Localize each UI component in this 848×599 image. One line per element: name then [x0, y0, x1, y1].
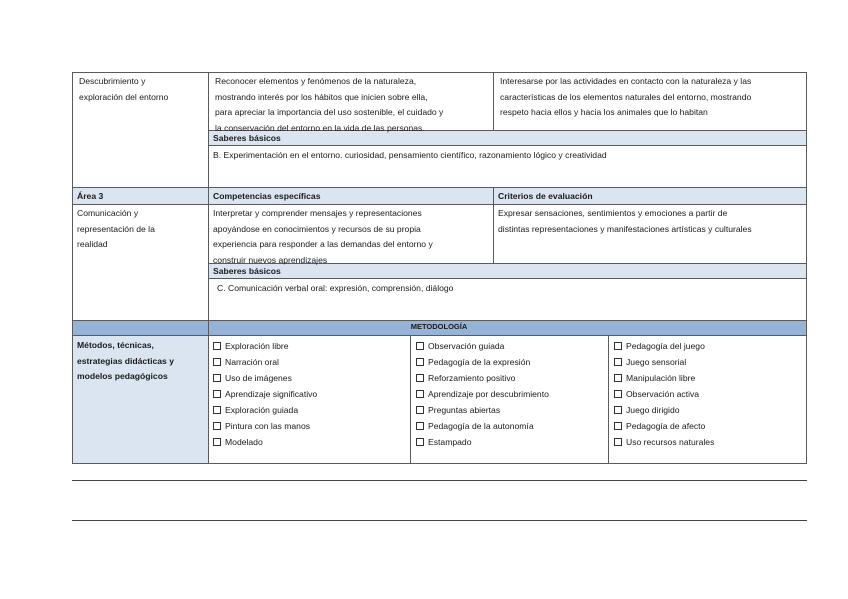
area2-saberes-label: Saberes básicos [213, 133, 281, 143]
method-item[interactable] [213, 370, 408, 386]
checkbox[interactable] [614, 422, 622, 430]
method-label: Pedagogía del juego [626, 341, 705, 351]
method-item[interactable] [416, 338, 606, 354]
checkbox[interactable] [614, 374, 622, 382]
line [806, 72, 807, 464]
method-item[interactable] [614, 386, 804, 402]
checkbox[interactable] [416, 422, 424, 430]
area3-competencia: Interpretar y comprender mensajes y representaciones apoyándose en conocimientos y recursos de su propia experiencia para responder a las demandas del entorno y construir nuevos aprendizajes [213, 208, 433, 265]
method-label: Modelado [225, 437, 263, 447]
line [608, 335, 609, 464]
method-label: Exploración guiada [225, 405, 299, 415]
method-label: Manipulación libre [626, 373, 696, 383]
method-label: Uso de imágenes [225, 373, 292, 383]
method-item[interactable] [614, 354, 804, 370]
checkbox[interactable] [416, 390, 424, 398]
checkbox[interactable] [213, 390, 221, 398]
line [72, 187, 807, 188]
area3-name: Comunicación y representación de la realidad [77, 208, 155, 249]
checkbox[interactable] [416, 374, 424, 382]
method-item[interactable] [213, 402, 408, 418]
checkbox[interactable] [213, 406, 221, 414]
checkbox[interactable] [416, 406, 424, 414]
area2-criterio: Interesarse por las actividades en contacto con la naturaleza y las características de los elementos naturales del entorno, mostrando respeto hacia ellos y hacia los animales que lo habitan [500, 76, 752, 117]
method-item[interactable] [213, 338, 408, 354]
method-item[interactable] [213, 354, 408, 370]
method-item[interactable] [614, 338, 804, 354]
area3-label: Área 3 [77, 191, 104, 201]
area3-saberes-label: Saberes básicos [213, 266, 281, 276]
competencias-label: Competencias específicas [213, 191, 321, 201]
methods-column-3 [614, 338, 804, 450]
method-label: Juego dirigido [626, 405, 680, 415]
checkbox[interactable] [614, 438, 622, 446]
checkbox[interactable] [614, 406, 622, 414]
methods-column-2 [416, 338, 606, 450]
area2-name: Descubrimiento y exploración del entorno [79, 76, 169, 102]
method-item[interactable] [213, 434, 408, 450]
method-label: Observación guiada [428, 341, 505, 351]
metodologia-label: Métodos, técnicas, estrategias didácticas y modelos pedagógicos [77, 340, 174, 381]
checkbox[interactable] [213, 358, 221, 366]
method-item[interactable] [416, 370, 606, 386]
methods-column-1 [213, 338, 408, 450]
method-label: Estampado [428, 437, 472, 447]
method-label: Preguntas abiertas [428, 405, 501, 415]
checkbox[interactable] [416, 358, 424, 366]
line [410, 335, 411, 464]
method-label: Observación activa [626, 389, 700, 399]
method-item[interactable] [213, 418, 408, 434]
method-label: Pedagogía de la expresión [428, 357, 531, 367]
method-label: Pedagogía de la autonomía [428, 421, 534, 431]
area2-saberes: B. Experimentación en el entorno. curiosidad, pensamiento científico, razonamiento lógico y creatividad [213, 150, 607, 160]
method-item[interactable] [614, 370, 804, 386]
method-item[interactable] [416, 354, 606, 370]
method-label: Juego sensorial [626, 357, 687, 367]
checkbox[interactable] [614, 358, 622, 366]
criterios-label: Criterios de evaluación [498, 191, 593, 201]
checkbox[interactable] [416, 438, 424, 446]
checkbox[interactable] [416, 342, 424, 350]
method-item[interactable] [416, 386, 606, 402]
method-label: Reforzamiento positivo [428, 373, 516, 383]
method-label: Exploración libre [225, 341, 289, 351]
checkbox[interactable] [213, 374, 221, 382]
area3-header-row [72, 188, 806, 204]
method-item[interactable] [416, 434, 606, 450]
area3-saberes: C. Comunicación verbal oral: expresión, comprensión, diálogo [217, 283, 454, 293]
method-item[interactable] [213, 386, 408, 402]
line [72, 463, 807, 464]
method-item[interactable] [614, 434, 804, 450]
method-label: Pintura con las manos [225, 421, 311, 431]
checkbox[interactable] [213, 422, 221, 430]
checkbox[interactable] [614, 390, 622, 398]
method-label: Aprendizaje significativo [225, 389, 318, 399]
metodologia-title: METODOLOGÍA [410, 322, 468, 331]
method-item[interactable] [416, 418, 606, 434]
method-label: Narración oral [225, 357, 279, 367]
method-item[interactable] [614, 418, 804, 434]
footer-line-1 [72, 480, 807, 481]
method-item[interactable] [416, 402, 606, 418]
line [493, 72, 494, 130]
method-item[interactable] [614, 402, 804, 418]
area2-competencia: Reconocer elementos y fenómenos de la naturaleza, mostrando interés por los hábitos que inicien sobre ella, para apreciar la importancia del uso sostenible, el cuidado y la conservación del entorno en la vida de las personas. [215, 76, 444, 133]
checkbox[interactable] [614, 342, 622, 350]
line [72, 72, 73, 464]
footer-line-2 [72, 520, 807, 521]
method-label: Uso recursos naturales [626, 437, 715, 447]
checkbox[interactable] [213, 438, 221, 446]
method-label: Aprendizaje por descubrimiento [428, 389, 549, 399]
method-label: Pedagogía de afecto [626, 421, 706, 431]
checkbox[interactable] [213, 342, 221, 350]
area3-criterio: Expresar sensaciones, sentimientos y emociones a partir de distintas representaciones y manifestaciones artísticas y culturales [498, 208, 752, 234]
